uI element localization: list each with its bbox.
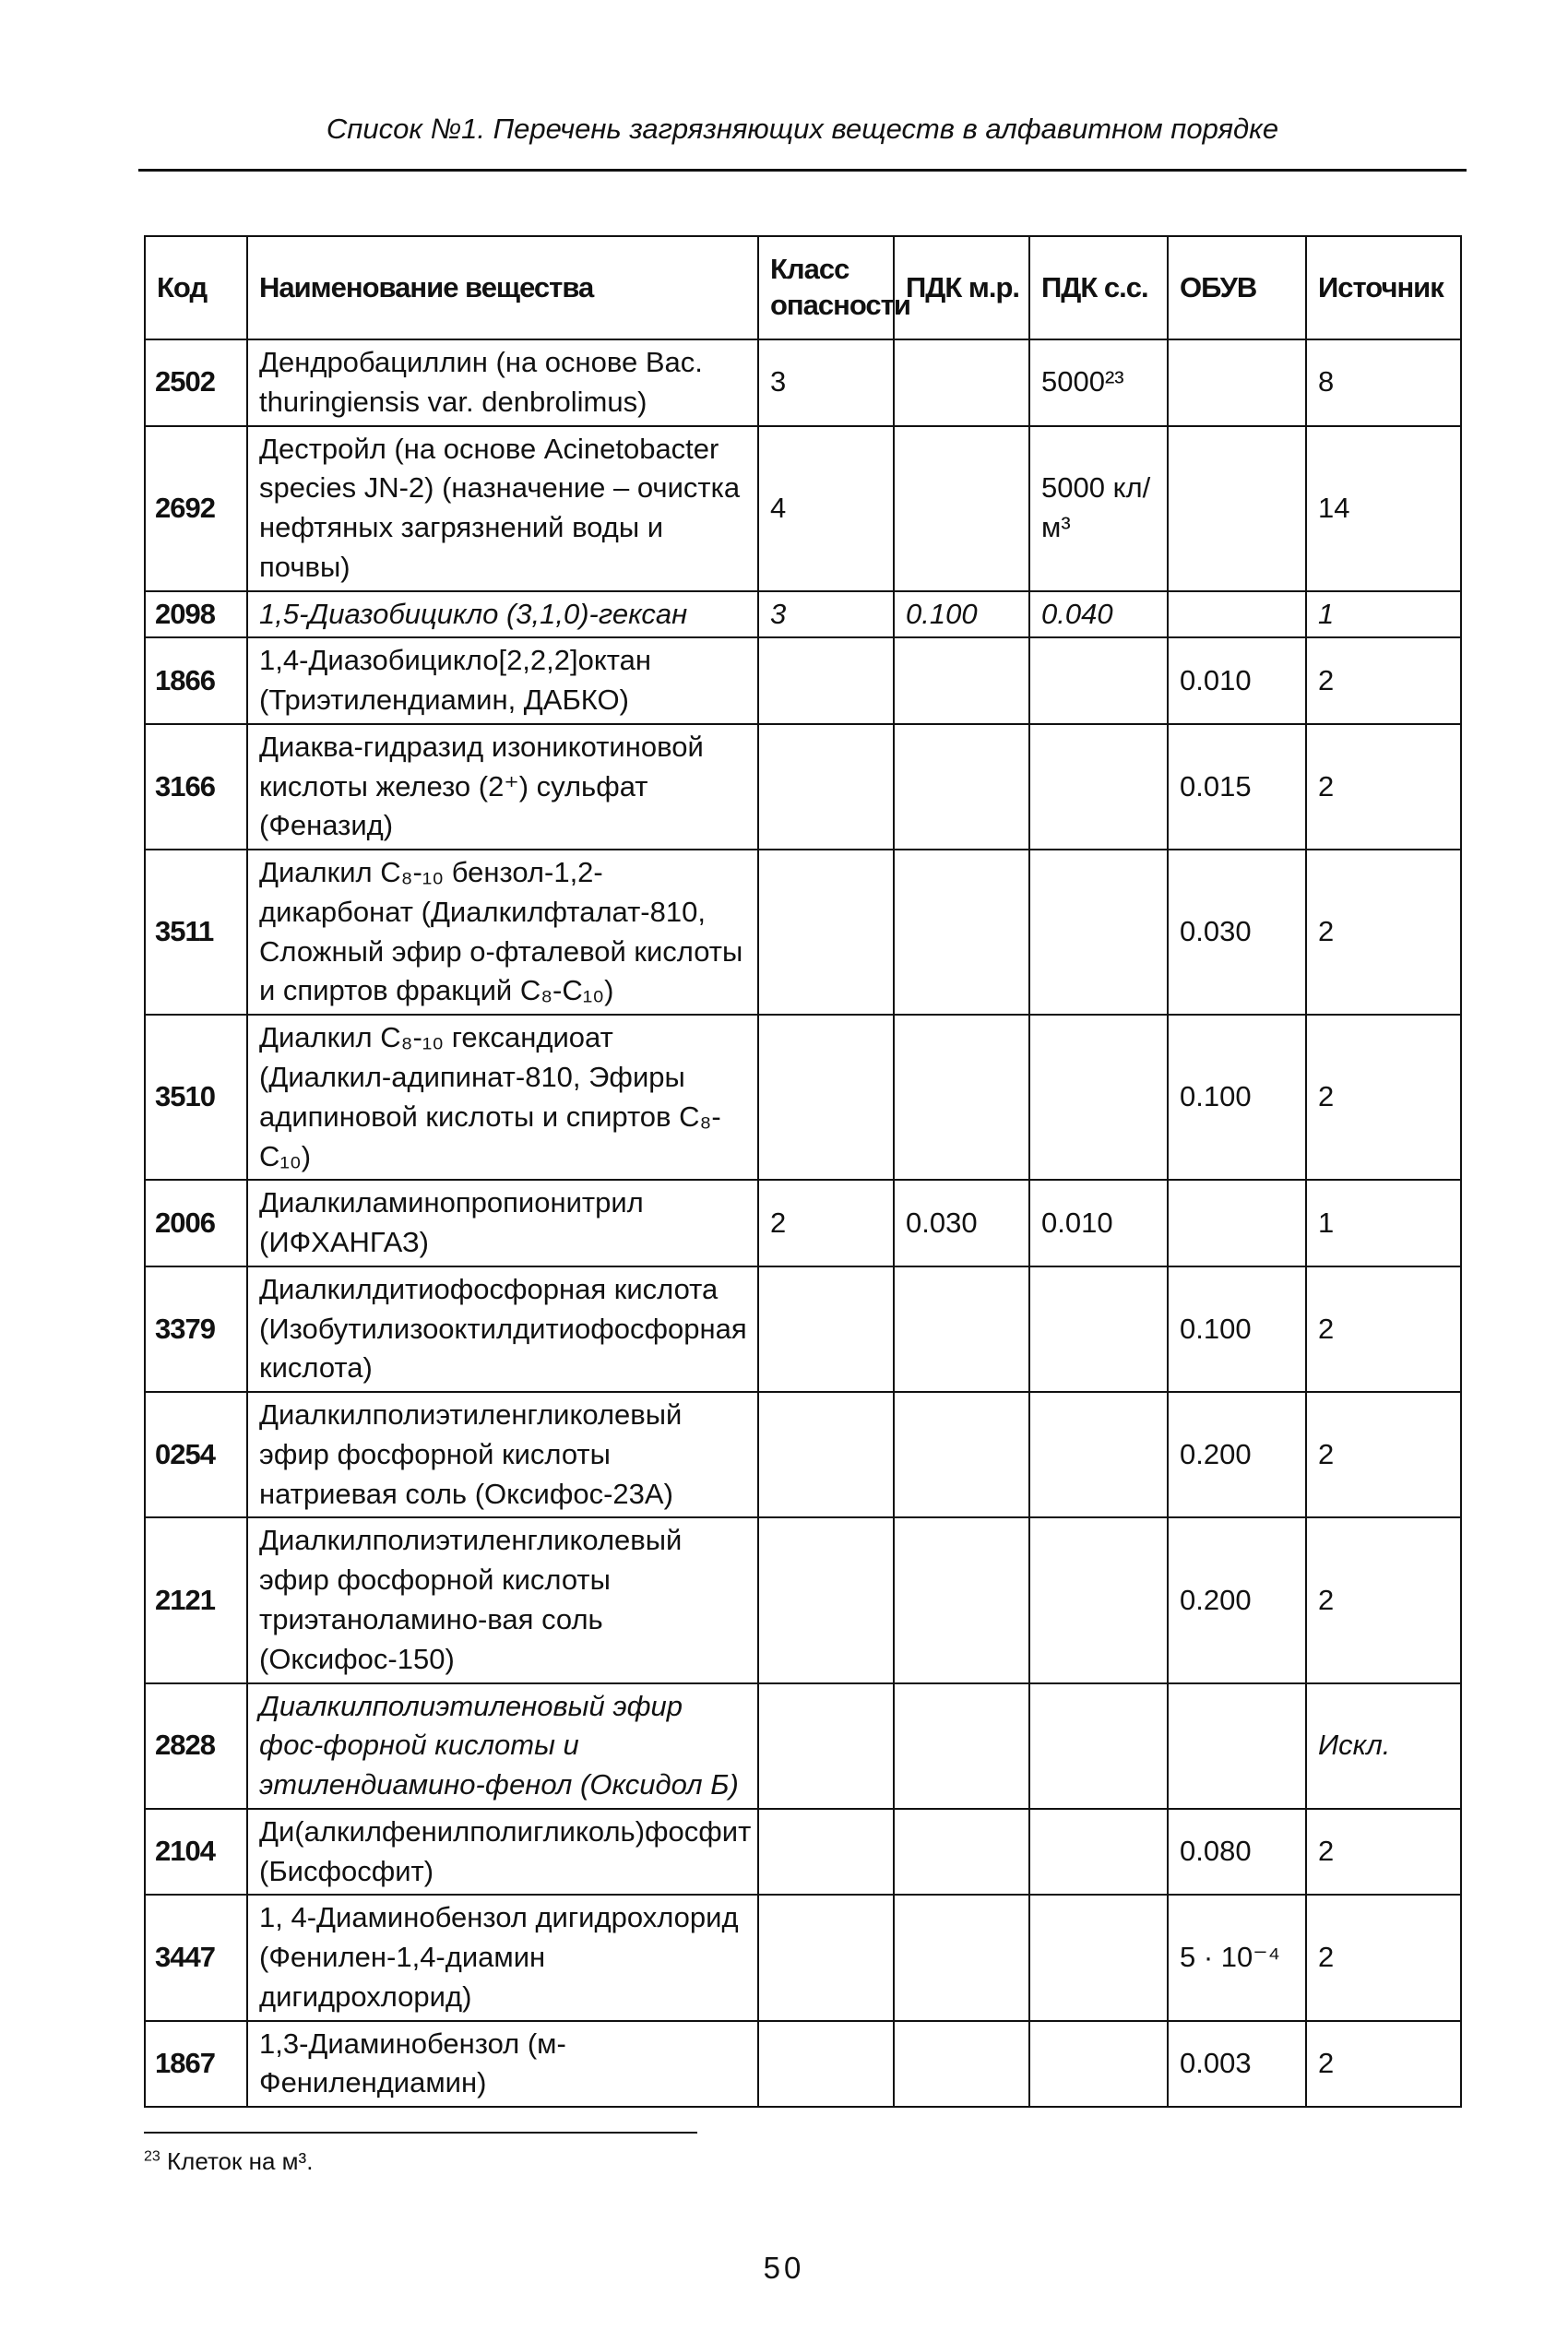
- cell-obuv: [1168, 591, 1306, 638]
- table-row: [145, 637, 1461, 724]
- cell-pdk-mr: [894, 1895, 1029, 2020]
- cell-name: 1, 4-Диаминобензол дигидрохлорид (Фенилен-1,4-диамин дигидрохлорид): [247, 1895, 758, 2020]
- cell-hazard-class: 4: [758, 426, 894, 591]
- cell-pdk-mr: [894, 339, 1029, 426]
- cell-pdk-ss: [1029, 724, 1168, 850]
- cell-code: 2502: [145, 339, 247, 426]
- cell-source: 14: [1306, 426, 1461, 591]
- cell-name: Ди(алкилфенилполигликоль)фосфит (Бисфосфит): [247, 1809, 758, 1896]
- cell-pdk-ss: [1029, 850, 1168, 1015]
- cell-name: Диалкилполиэтиленгликолевый эфир фосфорной кислоты триэтаноламино-вая соль (Оксифос-150): [247, 1517, 758, 1682]
- cell-pdk-mr: [894, 426, 1029, 591]
- cell-obuv: 0.100: [1168, 1015, 1306, 1180]
- cell-code: 3510: [145, 1015, 247, 1180]
- cell-hazard-class: [758, 1895, 894, 2020]
- cell-pdk-ss: [1029, 1809, 1168, 1896]
- table-row: [145, 591, 1461, 638]
- cell-code: 3447: [145, 1895, 247, 2020]
- cell-pdk-mr: [894, 724, 1029, 850]
- cell-pdk-mr: [894, 1517, 1029, 1682]
- table-row: [145, 426, 1461, 591]
- cell-hazard-class: [758, 1683, 894, 1809]
- cell-source: 2: [1306, 1895, 1461, 2020]
- cell-hazard-class: [758, 2021, 894, 2108]
- cell-hazard-class: [758, 724, 894, 850]
- cell-code: 0254: [145, 1392, 247, 1517]
- cell-name: Диалкилдитиофосфорная кислота (Изобутилизооктилдитиофосфорная кислота): [247, 1266, 758, 1392]
- cell-pdk-mr: [894, 637, 1029, 724]
- cell-pdk-ss: 0.010: [1029, 1180, 1168, 1266]
- cell-code: 3379: [145, 1266, 247, 1392]
- header-rule: [138, 169, 1467, 172]
- cell-source: 2: [1306, 1517, 1461, 1682]
- cell-pdk-ss: [1029, 1895, 1168, 2020]
- footnote: [144, 2147, 313, 2176]
- table-row: [145, 1809, 1461, 1896]
- cell-name: 1,5-Диазобицикло (3,1,0)-гексан: [247, 591, 758, 638]
- cell-code: 2692: [145, 426, 247, 591]
- cell-source: 2: [1306, 1392, 1461, 1517]
- cell-code: 2006: [145, 1180, 247, 1266]
- footnote-text: Клеток на м³.: [167, 2147, 314, 2175]
- cell-pdk-ss: [1029, 637, 1168, 724]
- cell-pdk-ss: [1029, 1517, 1168, 1682]
- table-row: [145, 1683, 1461, 1809]
- cell-code: 2121: [145, 1517, 247, 1682]
- cell-obuv: [1168, 426, 1306, 591]
- cell-pdk-mr: [894, 1015, 1029, 1180]
- cell-hazard-class: 3: [758, 339, 894, 426]
- cell-obuv: 5 · 10⁻⁴: [1168, 1895, 1306, 2020]
- table-row: [145, 724, 1461, 850]
- table-row: [145, 1517, 1461, 1682]
- cell-name: Диалкилполиэтиленгликолевый эфир фосфорной кислоты натриевая соль (Оксифос-23А): [247, 1392, 758, 1517]
- cell-obuv: 0.200: [1168, 1392, 1306, 1517]
- cell-pdk-mr: [894, 2021, 1029, 2108]
- cell-obuv: 0.015: [1168, 724, 1306, 850]
- cell-pdk-ss: 5000 кл/м³: [1029, 426, 1168, 591]
- cell-source: 1: [1306, 1180, 1461, 1266]
- cell-pdk-mr: 0.100: [894, 591, 1029, 638]
- table-header-row: [145, 236, 1461, 339]
- cell-code: 2104: [145, 1809, 247, 1896]
- page-header: Список №1. Перечень загрязняющих веществ в алфавитном порядке: [326, 113, 1279, 145]
- cell-hazard-class: [758, 1266, 894, 1392]
- cell-hazard-class: [758, 637, 894, 724]
- cell-pdk-mr: [894, 1266, 1029, 1392]
- cell-code: 2098: [145, 591, 247, 638]
- col-header-pdk-ss: ПДК с.с.: [1029, 236, 1168, 339]
- cell-obuv: [1168, 1180, 1306, 1266]
- cell-pdk-ss: [1029, 1683, 1168, 1809]
- col-header-hazard-class: Класс опасности: [758, 236, 894, 339]
- table-row: [145, 339, 1461, 426]
- cell-source: 2: [1306, 1266, 1461, 1392]
- cell-hazard-class: [758, 1015, 894, 1180]
- cell-name: Диалкилполиэтиленовый эфир фос-форной кислоты и этилендиамино-фенол (Оксидол Б): [247, 1683, 758, 1809]
- cell-obuv: [1168, 1683, 1306, 1809]
- cell-hazard-class: 2: [758, 1180, 894, 1266]
- col-header-pdk-mr: ПДК м.р.: [894, 236, 1029, 339]
- table-row: [145, 1895, 1461, 2020]
- cell-source: 2: [1306, 850, 1461, 1015]
- cell-name: Диаква-гидразид изоникотиновой кислоты железо (2⁺) сульфат (Феназид): [247, 724, 758, 850]
- table-row: [145, 1392, 1461, 1517]
- cell-code: 1867: [145, 2021, 247, 2108]
- cell-obuv: 0.100: [1168, 1266, 1306, 1392]
- cell-hazard-class: [758, 850, 894, 1015]
- cell-obuv: 0.200: [1168, 1517, 1306, 1682]
- cell-pdk-mr: [894, 1392, 1029, 1517]
- cell-source: 2: [1306, 637, 1461, 724]
- cell-code: 3166: [145, 724, 247, 850]
- cell-source: 2: [1306, 724, 1461, 850]
- pollutants-table: [144, 235, 1462, 2108]
- cell-pdk-mr: [894, 1683, 1029, 1809]
- col-header-obuv: ОБУВ: [1168, 236, 1306, 339]
- cell-name: 1,3-Диаминобензол (м-Фенилендиамин): [247, 2021, 758, 2108]
- col-header-source: Источник: [1306, 236, 1461, 339]
- table-row: [145, 2021, 1461, 2108]
- col-header-code: Код: [145, 236, 247, 339]
- cell-source: 2: [1306, 1015, 1461, 1180]
- cell-pdk-ss: 5000²³: [1029, 339, 1168, 426]
- cell-source: 1: [1306, 591, 1461, 638]
- table-row: [145, 1015, 1461, 1180]
- cell-pdk-ss: [1029, 1015, 1168, 1180]
- cell-source: 2: [1306, 2021, 1461, 2108]
- table-row: [145, 850, 1461, 1015]
- cell-obuv: 0.030: [1168, 850, 1306, 1015]
- col-header-name: Наименование вещества: [247, 236, 758, 339]
- cell-source: 8: [1306, 339, 1461, 426]
- cell-pdk-ss: [1029, 2021, 1168, 2108]
- cell-name: Диалкиламинопропионитрил (ИФХАНГАЗ): [247, 1180, 758, 1266]
- cell-obuv: [1168, 339, 1306, 426]
- cell-pdk-mr: 0.030: [894, 1180, 1029, 1266]
- cell-source: Искл.: [1306, 1683, 1461, 1809]
- cell-pdk-mr: [894, 1809, 1029, 1896]
- cell-hazard-class: 3: [758, 591, 894, 638]
- cell-pdk-ss: 0.040: [1029, 591, 1168, 638]
- cell-name: Диалкил C₈-₁₀ бензол-1,2-дикарбонат (Диалкилфталат-810, Сложный эфир о-фталевой кислоты и спиртов фракций C₈-C₁₀): [247, 850, 758, 1015]
- page-number: 50: [763, 2251, 805, 2285]
- cell-pdk-mr: [894, 850, 1029, 1015]
- cell-code: 2828: [145, 1683, 247, 1809]
- footnote-mark: 23: [144, 2148, 160, 2165]
- cell-source: 2: [1306, 1809, 1461, 1896]
- cell-name: Дестройл (на основе Acinetobacter species JN-2) (назначение – очистка нефтяных загрязнений воды и почвы): [247, 426, 758, 591]
- cell-name: Дендробациллин (на основе Bac. thuringiensis var. denbrolimus): [247, 339, 758, 426]
- cell-pdk-ss: [1029, 1266, 1168, 1392]
- cell-name: 1,4-Диазобицикло[2,2,2]октан (Триэтилендиамин, ДАБКО): [247, 637, 758, 724]
- cell-hazard-class: [758, 1809, 894, 1896]
- cell-code: 3511: [145, 850, 247, 1015]
- cell-code: 1866: [145, 637, 247, 724]
- cell-hazard-class: [758, 1392, 894, 1517]
- cell-obuv: 0.003: [1168, 2021, 1306, 2108]
- cell-name: Диалкил C₈-₁₀ гександиоат (Диалкил-адипинат-810, Эфиры адипиновой кислоты и спиртов C₈-C₁₀): [247, 1015, 758, 1180]
- table-row: [145, 1180, 1461, 1266]
- cell-obuv: 0.080: [1168, 1809, 1306, 1896]
- cell-obuv: 0.010: [1168, 637, 1306, 724]
- table-row: [145, 1266, 1461, 1392]
- cell-hazard-class: [758, 1517, 894, 1682]
- cell-pdk-ss: [1029, 1392, 1168, 1517]
- footnote-rule: [144, 2132, 697, 2134]
